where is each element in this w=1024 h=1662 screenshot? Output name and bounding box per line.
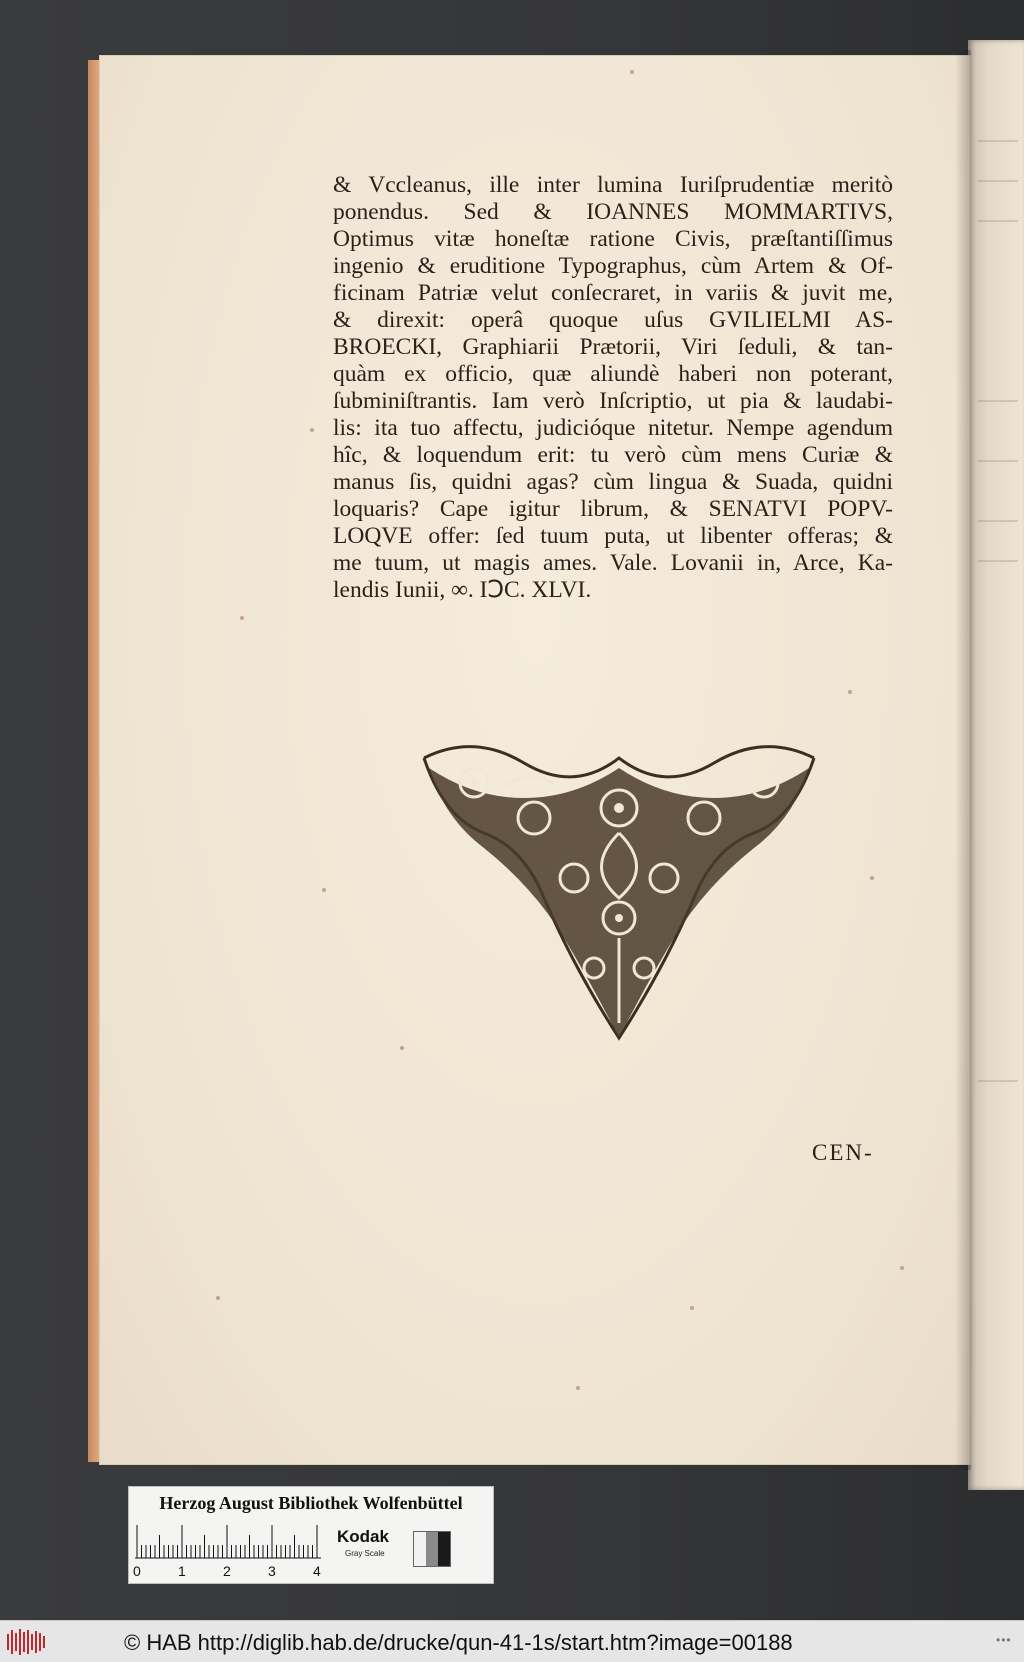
text-line: loquaris? Cape igitur librum, & SENATVI POPV- — [333, 496, 893, 522]
ornament-vignette — [414, 738, 824, 1048]
text-line: ponendus. Sed & IOANNES MOMMARTIVS, — [333, 199, 893, 225]
catchword: CEN- — [812, 1140, 874, 1165]
gray-scale-patch — [413, 1531, 451, 1567]
ruler-number: 3 — [268, 1563, 276, 1579]
library-color-target — [128, 1486, 494, 1584]
text-line: lis: ita tuo affectu, judicióque nitetur. Nempe agendum — [333, 415, 893, 441]
hab-logo-icon[interactable] — [6, 1628, 46, 1656]
gutter-shadow — [955, 50, 971, 1470]
gray-scale-label: Gray Scale — [345, 1549, 385, 1558]
ruler-scale — [135, 1525, 321, 1559]
library-name: Herzog August Bibliothek Wolfenbüttel — [159, 1493, 463, 1513]
text-line: ingenio & eruditione Typographus, cùm Artem & Of- — [333, 253, 893, 279]
ruler-number: 0 — [133, 1563, 141, 1579]
more-options-icon[interactable]: ••• — [996, 1633, 1012, 1647]
text-line: manus ſis, quidni agas? cùm lingua & Suada, quidni — [333, 469, 893, 495]
text-line: hîc, & loquendum erit: tu verò cùm mens Curiæ & — [333, 442, 893, 468]
text-line: me tuum, ut magis ames. Vale. Lovanii in, Arce, Ka- — [333, 550, 893, 576]
ruler-number: 1 — [178, 1563, 186, 1579]
text-line: ficinam Patriæ velut conſecraret, in variis & juvit me, — [333, 280, 893, 306]
text-line: & direxit: operâ quoque uſus GVILIELMI AS- — [333, 307, 893, 333]
facing-page-edge — [968, 40, 1024, 1490]
text-line: ſubminiſtrantis. Iam verò Inſcriptio, ut pia & laudabi- — [333, 388, 893, 414]
footer-copyright-url[interactable]: © HAB http://diglib.hab.de/drucke/qun-41-1s/start.htm?image=00188 — [124, 1630, 793, 1655]
text-line: BROECKI, Graphiarii Prætorii, Viri ſeduli, & tan- — [333, 334, 893, 360]
text-line: Optimus vitæ honeſtæ ratione Civis, præſtantiſſimus — [333, 226, 893, 252]
ruler-number: 2 — [223, 1563, 231, 1579]
footer-bar — [0, 1620, 1024, 1662]
text-line: LOQVE offer: ſed tuum puta, ut libenter offeras; & — [333, 523, 893, 549]
text-line: & Vccleanus, ille inter lumina Iuriſprudentiæ meritò — [333, 172, 893, 198]
text-line: quàm ex officio, quæ aliundè haberi non poterant, — [333, 361, 893, 387]
text-line: lendis Iunii, ∞. IↃC. XLVI. — [333, 577, 592, 603]
ruler-number: 4 — [313, 1563, 321, 1579]
page-text — [333, 172, 893, 604]
kodak-label: Kodak — [337, 1527, 389, 1546]
